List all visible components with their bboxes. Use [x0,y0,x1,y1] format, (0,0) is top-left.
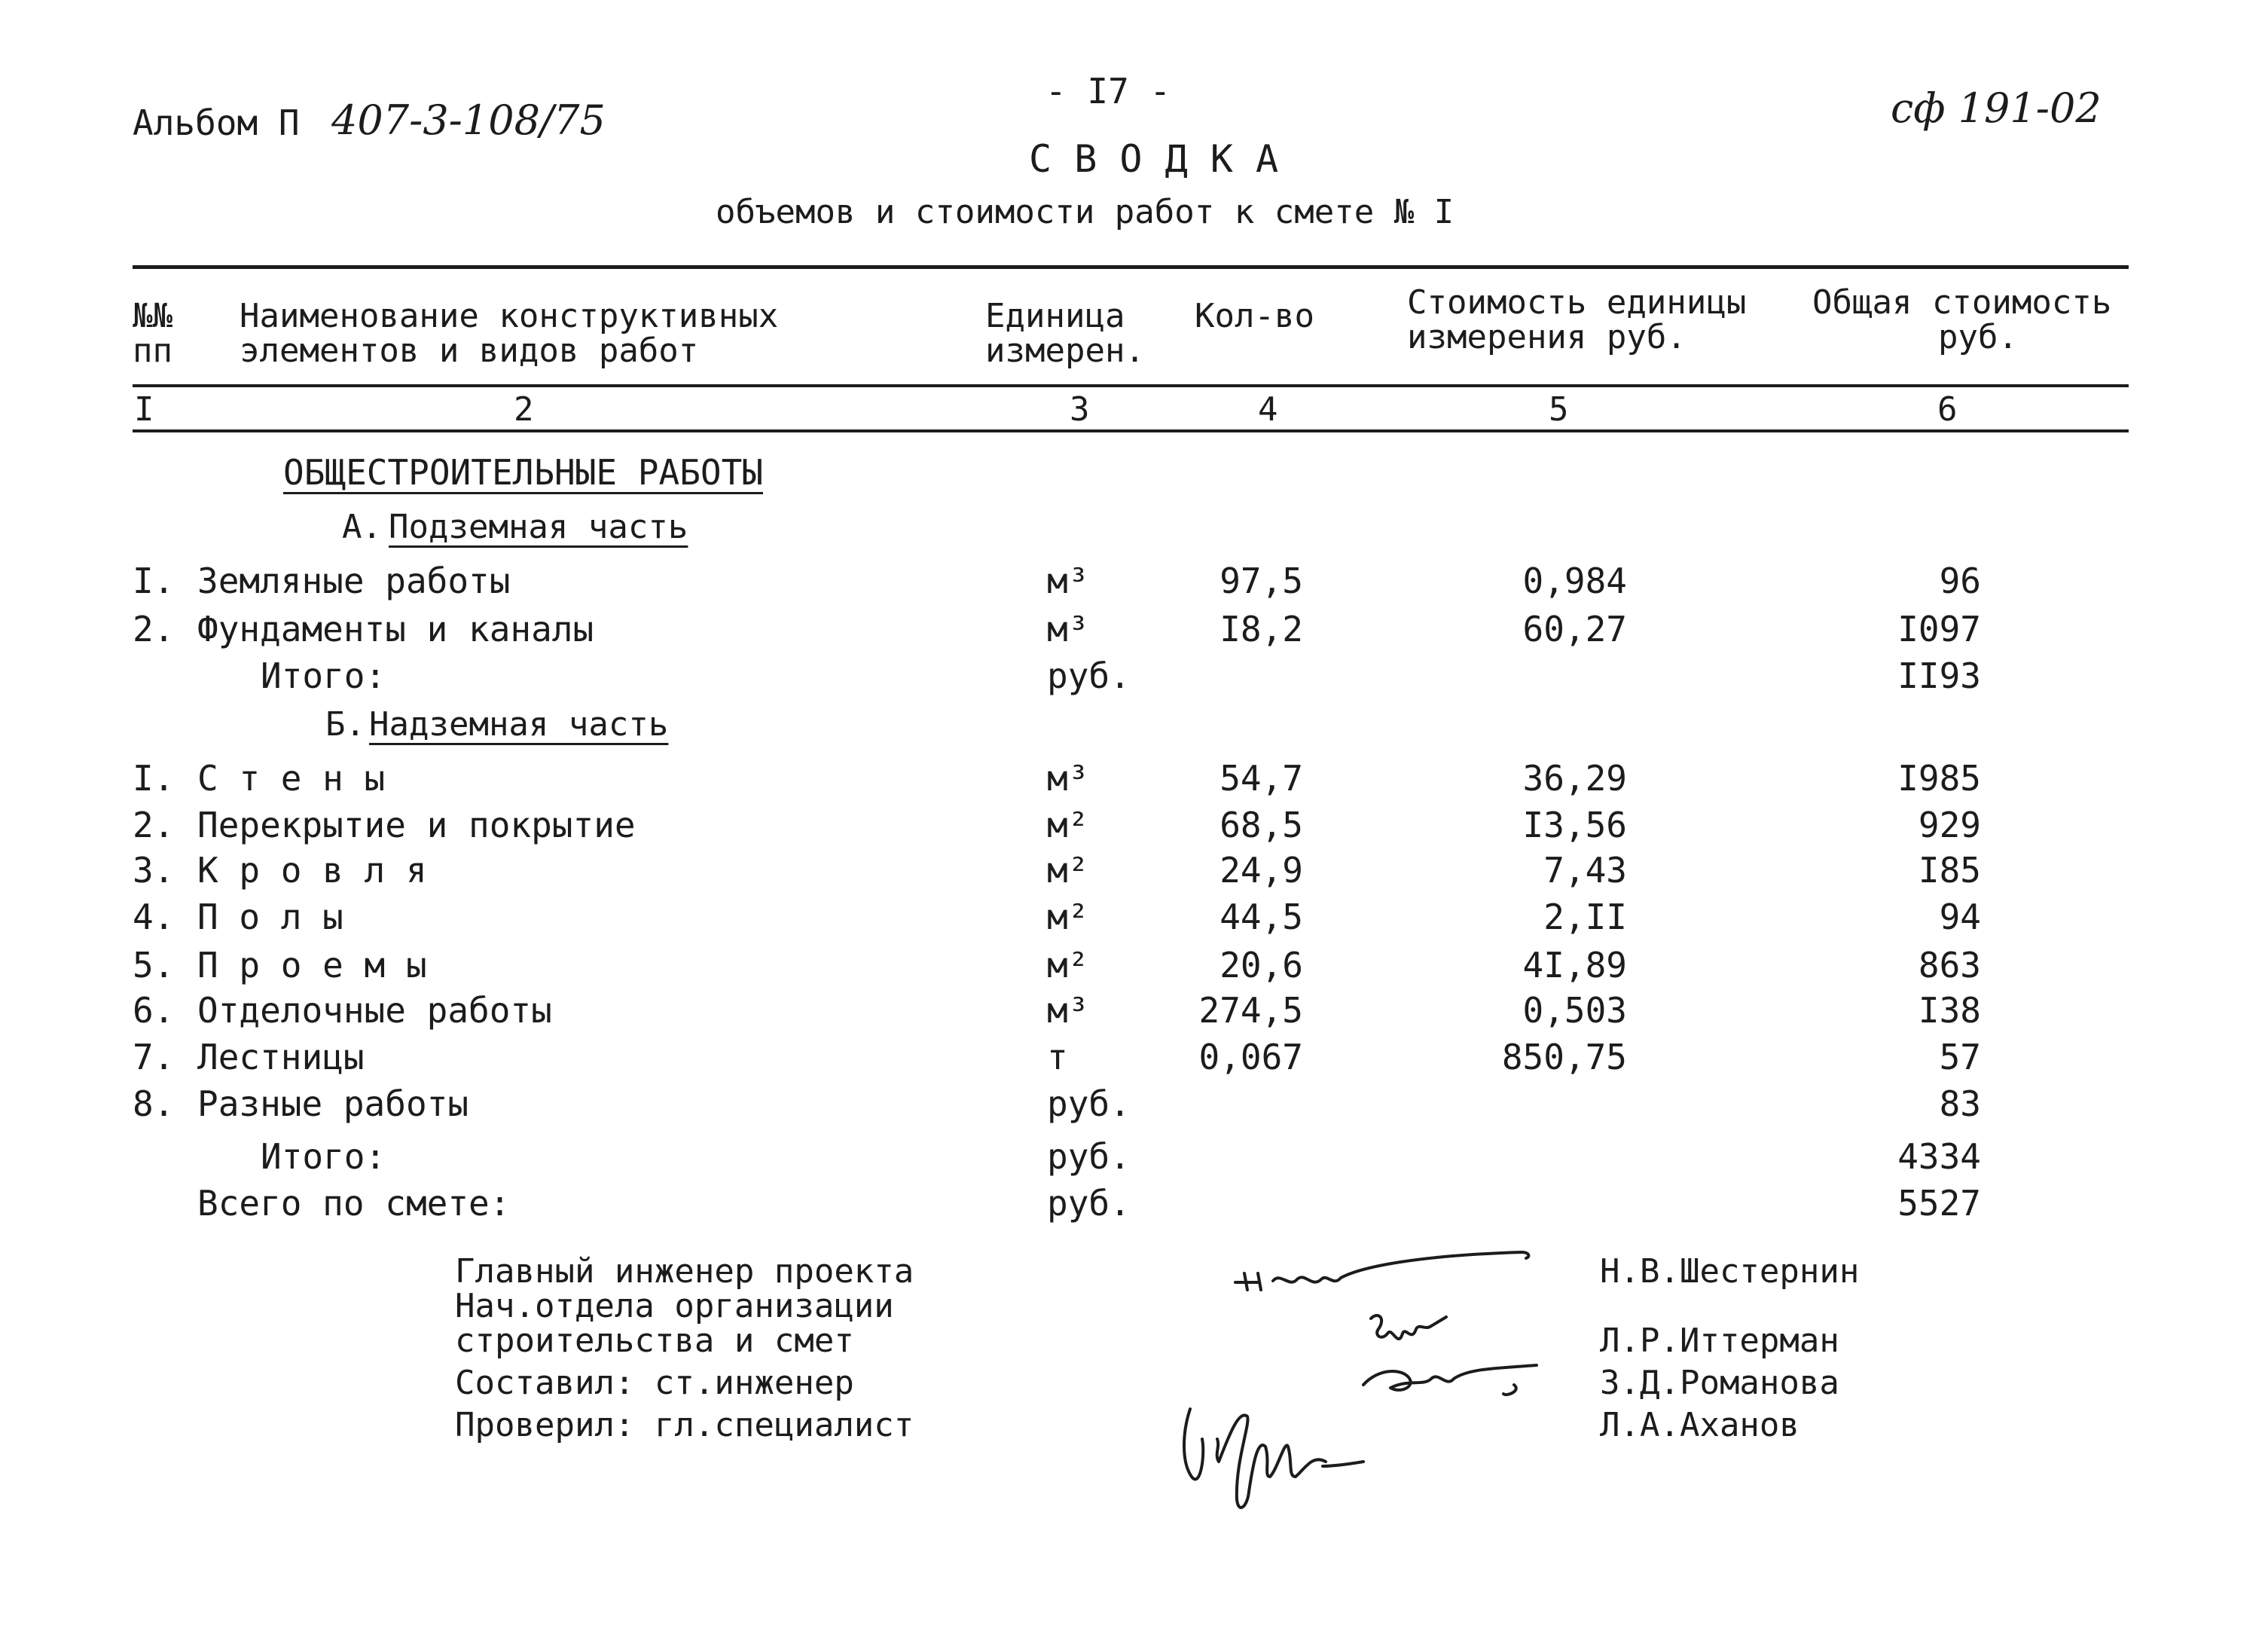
signature-role-2: Нач.отдела организации [455,1287,894,1325]
row-name: П о л ы [197,897,343,937]
header-col-3-line-2: измерен. [985,332,1145,370]
table-top-rule [133,265,2129,269]
row-quantity: 274,5 [1198,990,1303,1031]
row-total: 929 [1918,805,1981,845]
signature-role-1: Главный инженер проекта [455,1252,914,1291]
subtotal-unit: руб. [1047,655,1131,696]
row-total: I38 [1918,990,1981,1031]
signature-role-3: строительства и смет [455,1322,854,1360]
header-col-3-line-1: Единица [985,297,1125,335]
document-title: С В О Д К А [1029,137,1279,181]
row-name: Лестницы [197,1037,365,1077]
row-total: 94 [1939,897,1981,937]
document-subtitle: объемов и стоимости работ к смете № I [716,193,1455,231]
signature-scribble-department-head [1356,1296,1552,1409]
row-number: 2. [133,805,175,845]
row-number: 8. [133,1083,175,1124]
row-number: 2. [133,609,175,649]
row-unit: м³ [1047,990,1089,1031]
row-name: П р о е м ы [197,945,427,985]
row-name: С т е н ы [197,758,386,799]
row-quantity: 0,067 [1198,1037,1303,1077]
header-col-4-line-1: Кол-во [1195,297,1314,335]
row-quantity: 20,6 [1219,945,1303,985]
row-unit: м³ [1047,609,1089,649]
header-col-2-line-1: Наименование конструктивных [240,297,779,335]
signature-role-4: Составил: ст.инженер [455,1364,854,1402]
header-col-1-line-1: №№ [133,297,172,335]
col-number-1: I [134,390,154,429]
row-name: Земляные работы [197,561,511,601]
row-unit: м² [1047,850,1089,891]
row-quantity: 68,5 [1219,805,1303,845]
row-unit: м² [1047,805,1089,845]
header-col-1-line-2: пп [133,332,172,370]
part-a-prefix: А. [342,508,382,546]
row-number: I. [133,758,175,799]
row-quantity: 44,5 [1219,897,1303,937]
signature-role-5: Проверил: гл.специалист [455,1406,914,1444]
row-unit: м² [1047,897,1089,937]
row-quantity: 24,9 [1219,850,1303,891]
subtotal-label: Итого: [261,655,386,696]
row-unit-cost: 2,II [1543,897,1627,937]
header-bottom-rule [133,384,2129,387]
row-unit: т [1047,1037,1068,1077]
row-unit-cost: 0,984 [1522,561,1627,601]
row-number: I. [133,561,175,601]
subtotal-label: Итого: [261,1136,386,1177]
subtotal-total: II93 [1897,655,1981,696]
row-quantity: I8,2 [1219,609,1303,649]
album-number-handwritten: 407-3-108/75 [331,96,606,144]
row-unit-cost: 7,43 [1543,850,1627,891]
subtotal-unit: руб. [1047,1136,1131,1177]
row-name: Разные работы [197,1083,469,1124]
signature-name-3: Л.Р.Иттерман [1600,1322,1839,1360]
page-number: - I7 - [1045,71,1171,112]
signature-name-1: Н.В.Шестернин [1600,1252,1860,1291]
row-name: К р о в л я [197,850,427,891]
row-unit: м³ [1047,561,1089,601]
row-number: 6. [133,990,175,1031]
column-numbers-rule [133,429,2129,432]
section-title: ОБЩЕСТРОИТЕЛЬНЫЕ РАБОТЫ [283,452,763,493]
subtotal-total: 4334 [1897,1136,1981,1177]
row-total: 83 [1939,1083,1981,1124]
part-b-prefix: Б. [325,705,365,744]
row-total: I985 [1897,758,1981,799]
row-unit-cost: 850,75 [1501,1037,1627,1077]
row-total: 863 [1918,945,1981,985]
row-total: I097 [1897,609,1981,649]
header-col-2-line-2: элементов и видов работ [240,332,699,370]
row-quantity: 97,5 [1219,561,1303,601]
row-unit: м² [1047,945,1089,985]
header-col-5-line-2: измерения руб. [1407,318,1687,356]
row-number: 5. [133,945,175,985]
row-number: 4. [133,897,175,937]
header-col-6-line-2: руб. [1938,318,2018,356]
row-name: Фундаменты и каналы [197,609,594,649]
signature-scribble-checker [1175,1394,1386,1522]
col-number-2: 2 [514,390,534,429]
row-number: 3. [133,850,175,891]
row-total: I85 [1918,850,1981,891]
row-quantity: 54,7 [1219,758,1303,799]
grand-total-value: 5527 [1897,1183,1981,1224]
part-a-title: Подземная часть [389,508,688,546]
row-unit-cost: 36,29 [1522,758,1627,799]
album-label: Альбом П [133,102,300,143]
grand-total-label: Всего по смете: [197,1183,511,1224]
signature-name-5: Л.А.Аханов [1600,1406,1799,1444]
row-unit-cost: I3,56 [1522,805,1627,845]
row-unit-cost: 0,503 [1522,990,1627,1031]
row-unit-cost: 4I,89 [1522,945,1627,985]
row-number: 7. [133,1037,175,1077]
header-col-5-line-1: Стоимость единицы [1407,283,1747,322]
header-col-6-line-1: Общая стоимость [1812,283,2112,322]
row-total: 96 [1939,561,1981,601]
row-unit: м³ [1047,758,1089,799]
row-unit-cost: 60,27 [1522,609,1627,649]
col-number-4: 4 [1258,390,1278,429]
row-name: Отделочные работы [197,990,552,1031]
signature-scribble-chief-engineer [1228,1243,1544,1303]
stamp-code-handwritten: сф 191-02 [1891,84,2102,132]
col-number-5: 5 [1549,390,1569,429]
col-number-6: 6 [1937,390,1958,429]
row-name: Перекрытие и покрытие [197,805,636,845]
grand-total-unit: руб. [1047,1183,1131,1224]
col-number-3: 3 [1070,390,1090,429]
part-b-title: Надземная часть [369,705,669,744]
row-total: 57 [1939,1037,1981,1077]
signature-name-4: З.Д.Романова [1600,1364,1839,1402]
row-unit: руб. [1047,1083,1131,1124]
